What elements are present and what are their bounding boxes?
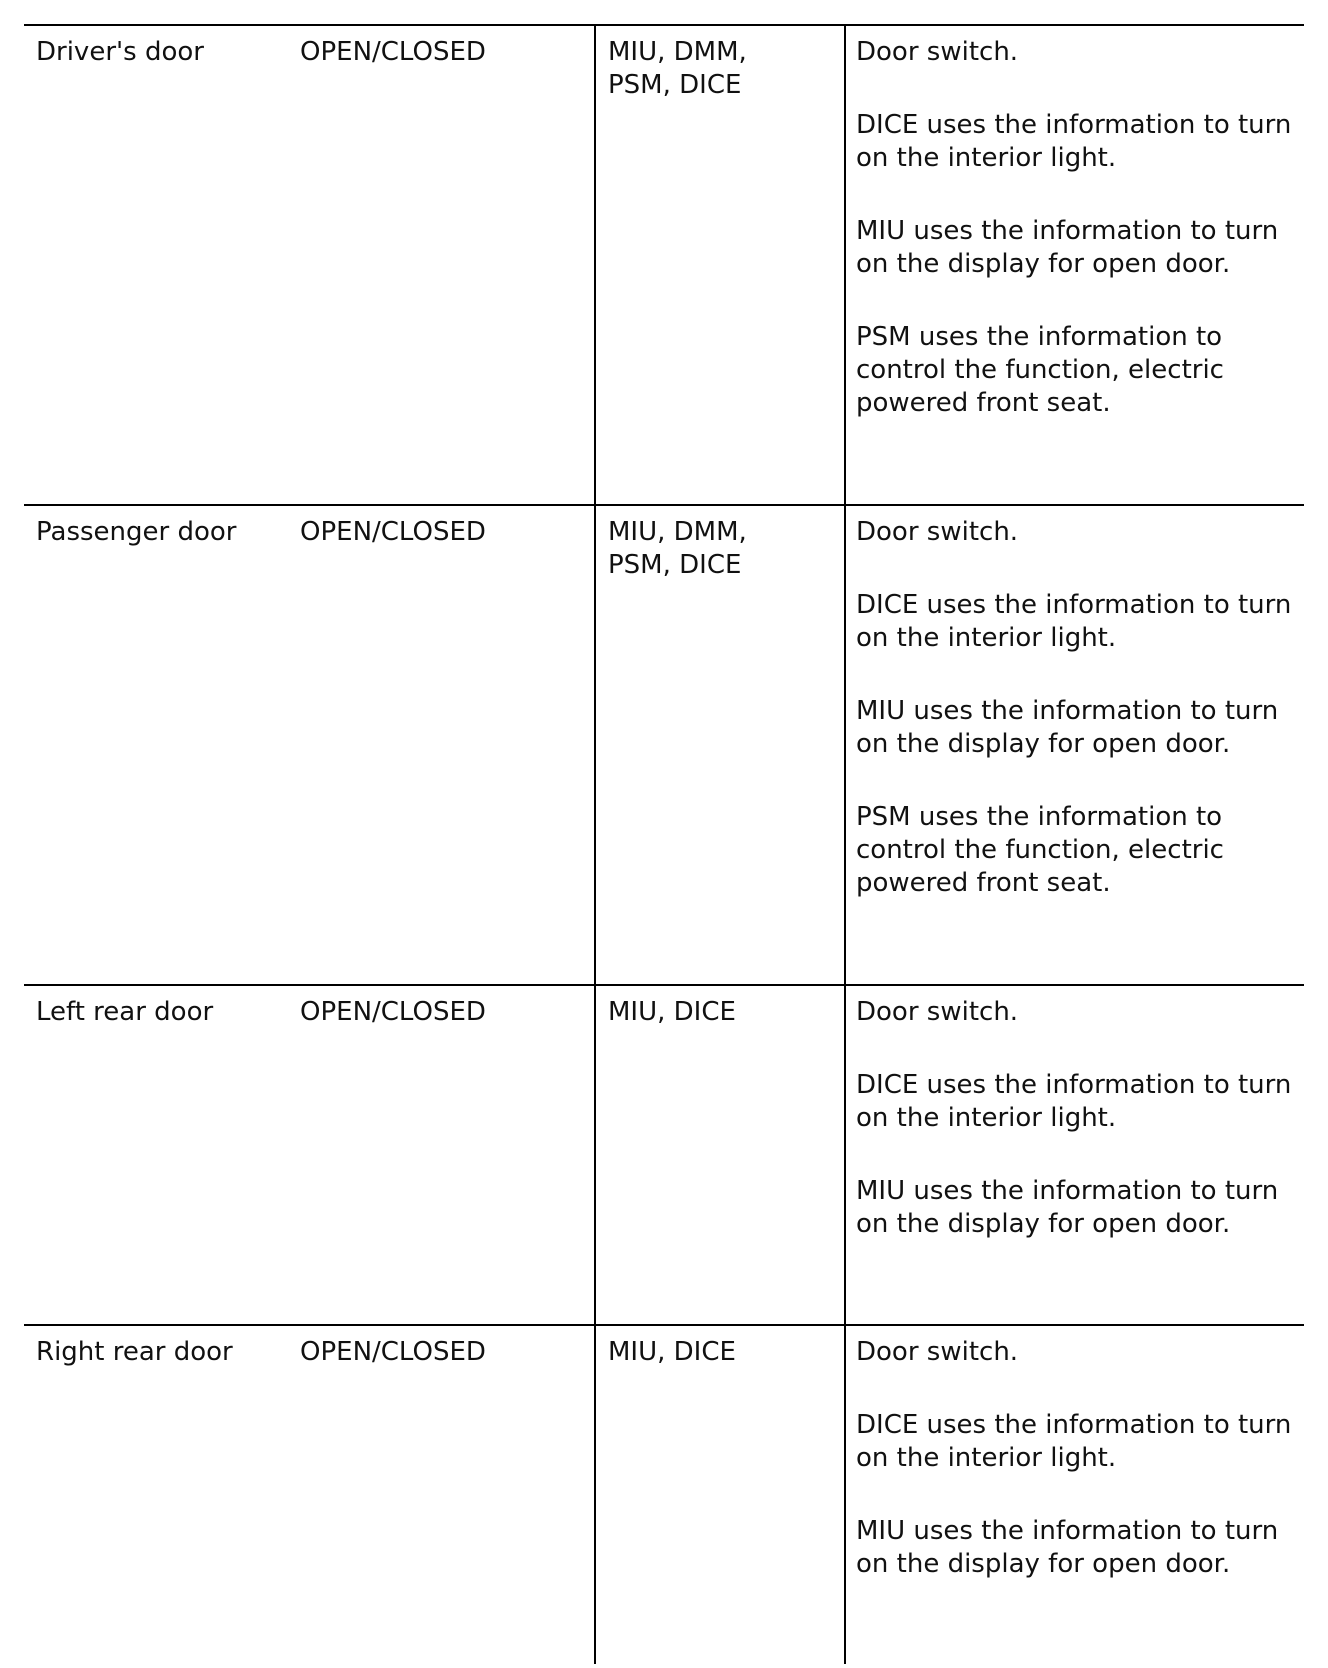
description-paragraph: MIU uses the information to turn on the display for open door. bbox=[856, 216, 1279, 279]
receiving-modules-cell bbox=[594, 1326, 844, 1664]
description-paragraph: Door switch. bbox=[856, 997, 1019, 1027]
signal-table bbox=[24, 24, 1304, 1664]
description-paragraph: Door switch. bbox=[856, 1337, 1019, 1367]
description-paragraph: DICE uses the information to turn on the interior light. bbox=[856, 590, 1292, 653]
description-paragraph: Door switch. bbox=[856, 37, 1019, 67]
description-paragraph: PSM uses the information to control the function, electric powered front seat. bbox=[856, 802, 1224, 898]
description-paragraph: DICE uses the information to turn on the interior light. bbox=[856, 1410, 1292, 1473]
description-cell bbox=[844, 506, 1304, 984]
receiving-modules: MIU, DICE bbox=[608, 1337, 736, 1367]
description-paragraph: MIU uses the information to turn on the display for open door. bbox=[856, 1516, 1279, 1579]
description-cell bbox=[844, 26, 1304, 504]
receiving-modules: MIU, DICE bbox=[608, 997, 736, 1027]
description-cell bbox=[844, 1326, 1304, 1664]
component-name: Right rear door bbox=[36, 1337, 233, 1367]
component-name: Left rear door bbox=[36, 997, 214, 1027]
receiving-modules-cell bbox=[594, 26, 844, 504]
signal-state: OPEN/CLOSED bbox=[300, 517, 486, 547]
description-cell bbox=[844, 986, 1304, 1324]
description-paragraph: MIU uses the information to turn on the display for open door. bbox=[856, 696, 1279, 759]
description-paragraph: DICE uses the information to turn on the interior light. bbox=[856, 110, 1292, 173]
signal-state: OPEN/CLOSED bbox=[300, 37, 486, 67]
component-name: Passenger door bbox=[36, 517, 237, 547]
receiving-modules: MIU, DMM, PSM, DICE bbox=[608, 517, 747, 580]
table-row bbox=[24, 24, 1304, 504]
receiving-modules: MIU, DMM, PSM, DICE bbox=[608, 37, 747, 100]
signal-state: OPEN/CLOSED bbox=[300, 1337, 486, 1367]
component-name: Driver's door bbox=[36, 37, 204, 67]
description-paragraph: DICE uses the information to turn on the interior light. bbox=[856, 1070, 1292, 1133]
table-row bbox=[24, 1324, 1304, 1664]
receiving-modules-cell bbox=[594, 986, 844, 1324]
table-row bbox=[24, 984, 1304, 1324]
description-paragraph: Door switch. bbox=[856, 517, 1019, 547]
table-row bbox=[24, 504, 1304, 984]
signal-state: OPEN/CLOSED bbox=[300, 997, 486, 1027]
description-paragraph: PSM uses the information to control the function, electric powered front seat. bbox=[856, 322, 1224, 418]
description-paragraph: MIU uses the information to turn on the display for open door. bbox=[856, 1176, 1279, 1239]
receiving-modules-cell bbox=[594, 506, 844, 984]
